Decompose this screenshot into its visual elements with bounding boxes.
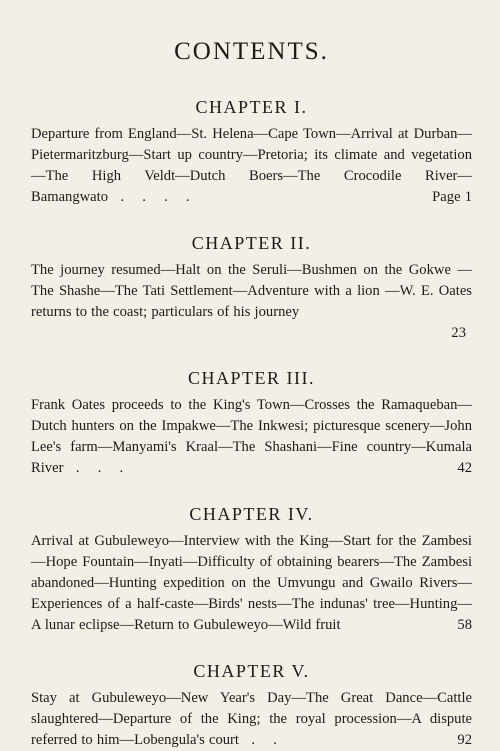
chapter-summary [31, 395, 472, 479]
chapter-heading: CHAPTER III. [188, 368, 315, 388]
chapter-summary-text: Stay at Gubuleweyo—New Year's Day—The Great Dance—Cattle slaughtered—Departure of the King; the royal procession—A dispute referred to him—Lobengula's court [31, 690, 472, 748]
chapter-summary-text: Departure from England—St. Helena—Cape Town—Arrival at Durban—Pietermaritzburg—Start up country—Pretoria; its climate and vegetation—The High Veldt—Dutch Boers—The Crocodile River—Bamangwato [31, 126, 472, 205]
chapter-heading: CHAPTER I. [195, 97, 308, 117]
leader-dots: . . [251, 732, 284, 748]
chapter-5 [31, 660, 472, 751]
chapter-summary-text: Frank Oates proceeds to the King's Town—Crosses the Ramaqueban—Dutch hunters on the Impakwe—The Inkwesi; picturesque scenery—John Lee's farm—Manyami's Kraal—The Shashani—Fine country—Kumala River [31, 397, 472, 476]
page-reference: 58 [457, 617, 472, 633]
chapter-summary [31, 688, 472, 751]
chapter-2 [31, 232, 472, 343]
chapter-summary-text: Arrival at Gubuleweyo—Interview with the King—Start for the Zambesi—Hope Fountain—Inyati—Difficulty of obtaining bearers—The Zambesi abandoned—Hunting expedition on the Umvungu and Gwailo Rivers—Experiences of a half-caste—Birds' nests—The indunas' tree—Hunting—A lunar eclipse—Return to Gubuleweyo—Wild fruit [31, 533, 472, 633]
chapter-3 [31, 367, 472, 479]
page-reference: 92 [457, 732, 472, 748]
chapter-1 [31, 96, 472, 208]
chapter-heading: CHAPTER II. [191, 233, 312, 253]
leader-dots: . . . . [120, 189, 197, 205]
page-reference: Page 1 [432, 189, 472, 205]
chapter-heading: CHAPTER V. [193, 661, 310, 681]
chapter-heading: CHAPTER IV. [189, 504, 314, 524]
chapter-summary: The journey resumed—Halt on the Seruli—Bushmen on the Gokwe —The Shashe—The Tati Settlement—Adventure with a lion —W. E. Oates returns to the coast; particulars of his journey [31, 262, 472, 320]
page-reference: 23 [451, 325, 466, 341]
page-reference: 42 [457, 460, 472, 476]
leader-dots: . . . [75, 460, 131, 476]
chapter-summary [31, 531, 472, 636]
chapter-summary [31, 124, 472, 208]
contents-title: CONTENTS. [174, 38, 329, 65]
chapter-4 [31, 503, 472, 636]
